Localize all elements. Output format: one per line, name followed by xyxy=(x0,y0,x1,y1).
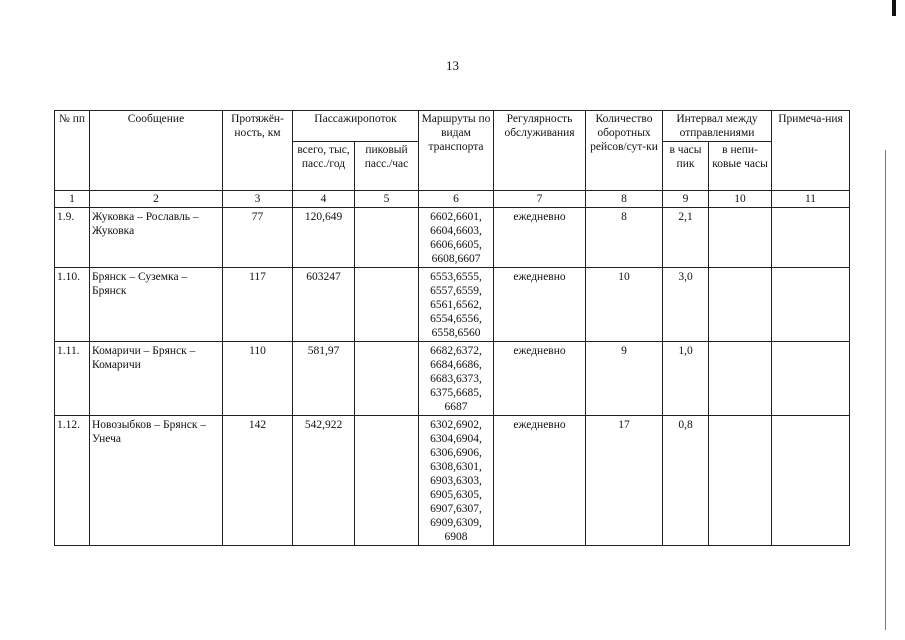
row-routes xyxy=(419,208,494,268)
row-interval-peak: 0,8 xyxy=(663,416,709,546)
row-num: 1.9. xyxy=(55,208,90,268)
route-line: 6684,6686, xyxy=(430,359,482,371)
row-trips: 10 xyxy=(586,268,663,342)
route-line: 6558,6560 xyxy=(431,327,481,339)
route-line: 6308,6301, xyxy=(430,461,482,473)
header-flow-peak: пиковый пасс./час xyxy=(355,142,419,191)
row-connection: Брянск – Суземка – Брянск xyxy=(90,268,223,342)
row-interval-offpeak xyxy=(709,208,772,268)
row-notes xyxy=(772,342,850,416)
row-flow-total: 581,97 xyxy=(293,342,355,416)
column-number: 10 xyxy=(709,191,772,208)
row-trips: 9 xyxy=(586,342,663,416)
column-number: 9 xyxy=(663,191,709,208)
route-line: 6604,6603, xyxy=(430,225,482,237)
row-regularity: ежедневно xyxy=(494,268,586,342)
header-regularity: Регулярность обслуживания xyxy=(494,111,586,191)
column-number: 4 xyxy=(293,191,355,208)
row-connection: Комаричи – Брянск – Комаричи xyxy=(90,342,223,416)
row-interval-offpeak xyxy=(709,268,772,342)
header-flow-total: всего, тыс, пасс./год xyxy=(293,142,355,191)
route-line: 6375,6685, xyxy=(430,387,482,399)
header-length: Протяжён-ность, км xyxy=(223,111,293,191)
row-routes xyxy=(419,342,494,416)
header-interval-offpeak: в непи-ковые часы xyxy=(709,142,772,191)
route-line: 6683,6373, xyxy=(430,373,482,385)
header-trips: Количество оборотных рейсов/сут-ки xyxy=(586,111,663,191)
route-line: 6687 xyxy=(444,401,468,413)
column-number: 1 xyxy=(55,191,90,208)
header-interval: Интервал между отправлениями xyxy=(663,111,772,142)
row-routes xyxy=(419,268,494,342)
header-notes: Примеча-ния xyxy=(772,111,850,191)
row-interval-peak: 1,0 xyxy=(663,342,709,416)
route-line: 6608,6607 xyxy=(431,253,481,265)
route-line: 6554,6556, xyxy=(430,313,482,325)
table-row xyxy=(55,208,850,268)
row-regularity: ежедневно xyxy=(494,342,586,416)
column-number-row xyxy=(55,191,850,208)
row-connection: Новозыбков – Брянск – Унеча xyxy=(90,416,223,546)
row-interval-peak: 2,1 xyxy=(663,208,709,268)
column-number: 6 xyxy=(419,191,494,208)
row-length: 117 xyxy=(223,268,293,342)
route-line: 6606,6605, xyxy=(430,239,482,251)
row-regularity: ежедневно xyxy=(494,208,586,268)
table-row xyxy=(55,342,850,416)
row-flow-total: 603247 xyxy=(293,268,355,342)
row-interval-peak: 3,0 xyxy=(663,268,709,342)
row-notes xyxy=(772,416,850,546)
row-interval-offpeak xyxy=(709,416,772,546)
row-notes xyxy=(772,268,850,342)
route-line: 6907,6307, xyxy=(430,503,482,515)
route-line: 6682,6372, xyxy=(430,345,482,357)
route-line: 6903,6303, xyxy=(430,475,482,487)
row-flow-peak xyxy=(355,208,419,268)
scan-edge-mark xyxy=(892,0,896,16)
row-flow-peak xyxy=(355,268,419,342)
route-line: 6561,6562, xyxy=(430,299,482,311)
row-connection: Жуковка – Рославль – Жуковка xyxy=(90,208,223,268)
row-length: 110 xyxy=(223,342,293,416)
row-num: 1.12. xyxy=(55,416,90,546)
scan-edge-line xyxy=(885,150,886,630)
header-num: № пп xyxy=(55,111,90,191)
table-row xyxy=(55,416,850,546)
column-number: 2 xyxy=(90,191,223,208)
route-line: 6905,6305, xyxy=(430,489,482,501)
row-num: 1.10. xyxy=(55,268,90,342)
route-line: 6304,6904, xyxy=(430,433,482,445)
column-number: 3 xyxy=(223,191,293,208)
row-num: 1.11. xyxy=(55,342,90,416)
row-trips: 8 xyxy=(586,208,663,268)
header-flow: Пассажиропоток xyxy=(293,111,419,142)
route-line: 6302,6902, xyxy=(430,419,482,431)
route-line: 6908 xyxy=(444,531,468,543)
row-interval-offpeak xyxy=(709,342,772,416)
route-line: 6553,6555, xyxy=(430,271,482,283)
column-number: 7 xyxy=(494,191,586,208)
row-flow-total: 120,649 xyxy=(293,208,355,268)
row-routes xyxy=(419,416,494,546)
header-row-top xyxy=(55,111,850,142)
table-row xyxy=(55,268,850,342)
transport-table xyxy=(54,110,850,546)
route-line: 6602,6601, xyxy=(430,211,482,223)
column-number: 5 xyxy=(355,191,419,208)
row-flow-peak xyxy=(355,342,419,416)
row-flow-total: 542,922 xyxy=(293,416,355,546)
header-connection: Сообщение xyxy=(90,111,223,191)
route-line: 6306,6906, xyxy=(430,447,482,459)
page-number: 13 xyxy=(446,58,459,73)
row-trips: 17 xyxy=(586,416,663,546)
row-length: 77 xyxy=(223,208,293,268)
route-line: 6557,6559, xyxy=(430,285,482,297)
header-interval-peak: в часы пик xyxy=(663,142,709,191)
row-notes xyxy=(772,208,850,268)
column-number: 8 xyxy=(586,191,663,208)
header-routes: Маршруты по видам транспорта xyxy=(419,111,494,191)
row-flow-peak xyxy=(355,416,419,546)
row-regularity: ежедневно xyxy=(494,416,586,546)
row-length: 142 xyxy=(223,416,293,546)
route-line: 6909,6309, xyxy=(430,517,482,529)
column-number: 11 xyxy=(772,191,850,208)
